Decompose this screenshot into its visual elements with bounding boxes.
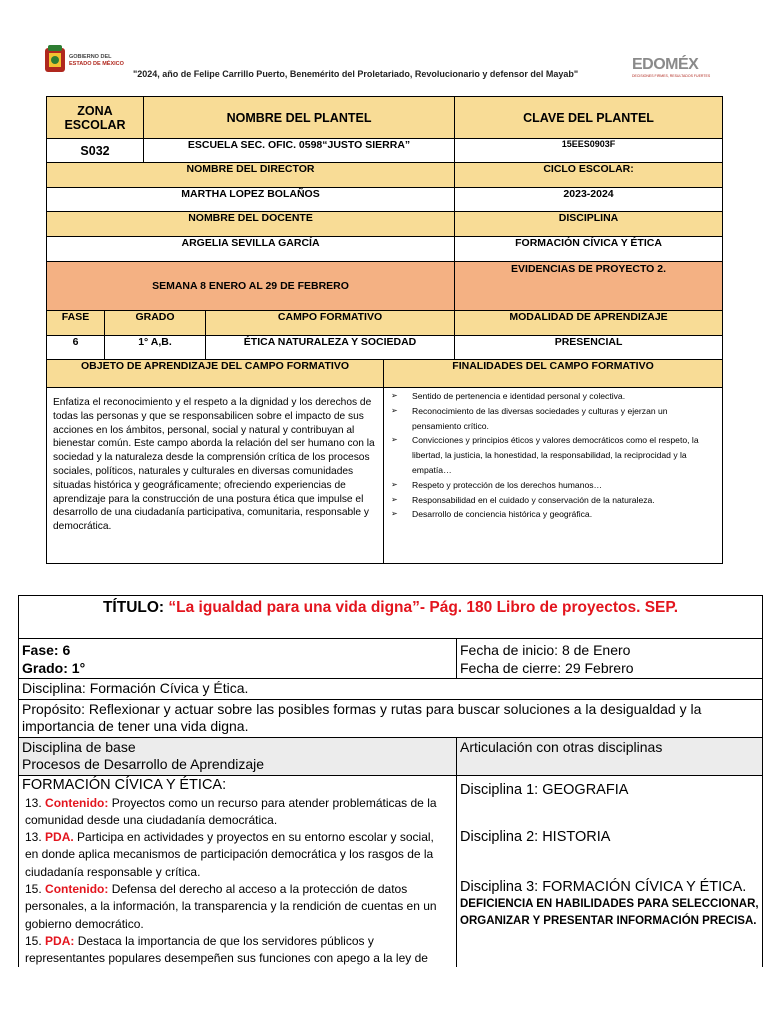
grado-value: 1° A,B. [105,336,206,360]
project-title: TÍTULO: “La igualdad para una vida digna”- Pág. 180 Libro de proyectos. SEP. [19,596,763,639]
arrow-bullet-icon: ➢ [391,479,398,489]
ciclo-value: 2023-2024 [455,188,723,212]
list-item: ➢ Desarrollo de conciencia histórica y geográfica. [388,507,718,522]
objeto-text: Enfatiza el reconocimiento y el respeto a la dignidad y los derechos de todas las personas y que se responsabilicen sobre el impacto de sus acciones en los ámbitos, personal, social y natural y contribuyan al bienestar común. Este campo aborda la relación del ser humano con la sociedad y la naturaleza desde la comprensión crítica de los procesos sociales, políticos, naturales y culturales en diversas comunidades situadas histórica y geográficamente; ofreciendo experiencias de aprendizaje para la construcción de una postura ética que impulse el desarrollo de una ciudadanía participativa, comunitaria, responsable y democrática. [47,388,384,564]
list-item: 15. Contenido: Defensa del derecho al acceso a la protección de datos personales, a la información, la transparencia y la rendición de cuentas en un gobierno democrático. [25,881,437,931]
list-item: ➢ Sentido de pertenencia e identidad personal y colectiva. [388,389,718,404]
finalidades-label: FINALIDADES DEL CAMPO FORMATIVO [384,360,723,388]
list-item: 15. PDA: Destaca la importancia de que los servidores públicos y representantes populares desempeñen sus funciones con apego a la ley de [25,933,428,966]
arrow-bullet-icon: ➢ [391,435,398,445]
list-item: ➢ Respeto y protección de los derechos humanos… [388,478,718,493]
modalidad-value: PRESENCIAL [455,336,723,360]
project-table [18,595,763,967]
zona-label: ZONA ESCOLAR [47,97,144,139]
fase-grado: Fase: 6 Grado: 1° [19,639,457,679]
school-info-table [46,96,723,564]
project-disciplina: Disciplina: Formación Cívica y Ética. [19,679,763,700]
director-label: NOMBRE DEL DIRECTOR [47,163,455,188]
arrow-bullet-icon: ➢ [391,494,398,504]
disciplina-label: DISCIPLINA [455,212,723,237]
docente-value: ARGELIA SEVILLA GARCÍA [47,237,455,262]
list-item: ➢ Convicciones y principios éticos y valores democráticos como el respeto, la libertad, la justicia, la honestidad, la responsabilidad, la reciprocidad y la empatía… [391,435,699,475]
articulacion-list [457,775,763,967]
state-emblem-icon [44,44,66,74]
director-value: MARTHA LOPEZ BOLAÑOS [47,188,455,212]
articulacion-label: Articulación con otras disciplinas [457,737,763,775]
arrow-bullet-icon: ➢ [391,391,398,400]
deficiencia-note: DEFICIENCIA EN HABILIDADES PARA SELECCIONAR, ORGANIZAR Y PRESENTAR INFORMACIÓN PRECISA. [460,898,759,927]
arrow-bullet-icon: ➢ [391,405,398,415]
list-item: 13. PDA. Participa en actividades y proyectos en su entorno escolar y social, en donde aplica mecanismos de participación democrática y los rasgos de la ciudadanía responsable y crítica. [25,830,434,879]
edomex-logo: EDOMÉX DECISIONES FIRMES, RESULTADOS FUERTES [632,56,711,78]
year-motto: "2024, año de Felipe Carrillo Puerto, Benemérito del Proletariado, Revolucionario y defensor del Mayab" [133,69,579,79]
disciplina-3: Disciplina 3: FORMACIÓN CÍVICA Y ÉTICA. [460,878,747,895]
plantel-value: ESCUELA SEC. OFIC. 0598“JUSTO SIERRA” [144,139,455,163]
campo-label: CAMPO FORMATIVO [206,311,455,336]
objeto-label: OBJETO DE APRENDIZAJE DEL CAMPO FORMATIVO [47,360,384,388]
government-label: GOBIERNO DEL ESTADO DE MÉXICO [69,54,124,67]
list-item: ➢ Reconocimiento de las diversas sociedades y culturas y ejerzan un pensamiento crítico. [391,405,668,431]
list-item: 13. Contenido: Proyectos como un recurso para atender problemáticas de la comunidad desde una ciudadanía democrática. [25,795,437,827]
disciplina-value: FORMACIÓN CÍVICA Y ÉTICA [455,237,723,262]
evidencias-label: EVIDENCIAS DE PROYECTO 2. [455,262,723,311]
ciclo-label: CICLO ESCOLAR: [455,163,723,188]
fase-label: FASE [47,311,105,336]
clave-value: 15EES0903F [455,139,723,163]
fce-contents: FORMACIÓN CÍVICA Y ÉTICA: 13. Contenido: Proyectos como un recurso para atender problemáticas de la comunidad desde una ciudadanía democrática. 13. PDA. Participa en actividades y proyectos en su entorno escolar y social, en donde aplica mecanismos de participación democrática y los rasgos de la ciudadanía responsable y crítica. 15. Contenido: Defensa del derecho al acceso a la protección de datos personales, a la información, la transparencia y la rendición de cuentas en un gobierno democrático. 15. PDA: Destaca la importancia de que los servidores públicos y representantes populares desempeñen sus funciones con apego a la ley de [19,775,457,967]
grado-label: GRADO [105,311,206,336]
page-header [44,44,724,84]
modalidad-label: MODALIDAD DE APRENDIZAJE [455,311,723,336]
semana-label: SEMANA 8 ENERO AL 29 DE FEBRERO [47,262,455,311]
fase-value: 6 [47,336,105,360]
plantel-label: NOMBRE DEL PLANTEL [144,97,455,139]
docente-label: NOMBRE DEL DOCENTE [47,212,455,237]
fechas: Fecha de inicio: 8 de Enero Fecha de cierre: 29 Febrero [457,639,763,679]
list-item: ➢ Responsabilidad en el cuidado y conservación de la naturaleza. [388,493,718,508]
disciplina-1: Disciplina 1: GEOGRAFIA [460,781,629,798]
arrow-bullet-icon: ➢ [391,509,398,519]
clave-label: CLAVE DEL PLANTEL [455,97,723,139]
campo-value: ÉTICA NATURALEZA Y SOCIEDAD [206,336,455,360]
zona-value: S032 [47,139,144,163]
finalidades-list [384,388,723,564]
disciplina-2: Disciplina 2: HISTORIA [460,829,611,845]
project-proposito: Propósito: Reflexionar y actuar sobre las posibles formas y rutas para buscar soluciones a la desigualdad y la importancia de tener una vida digna. [19,699,763,737]
base-label: Disciplina de base Procesos de Desarrollo de Aprendizaje [19,737,457,775]
